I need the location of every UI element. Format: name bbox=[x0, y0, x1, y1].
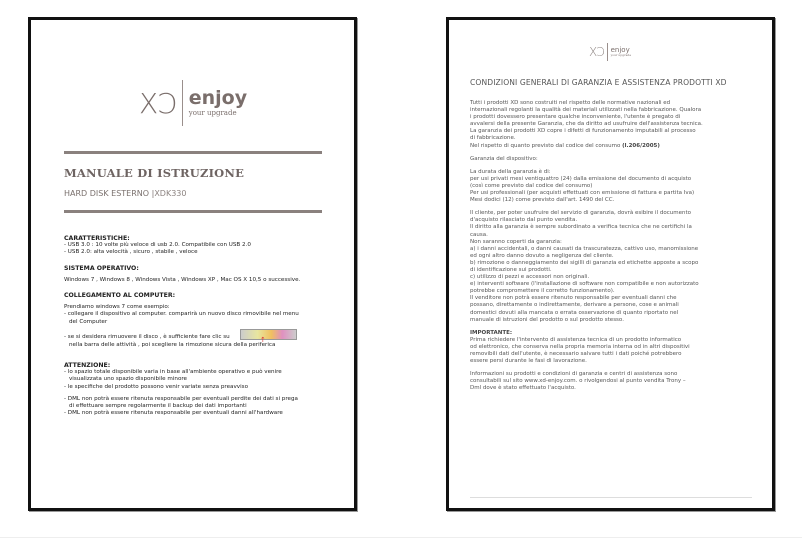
warning-line: - DML non potrà essere ritenuta responsabile per eventuali danni all'hardware bbox=[64, 410, 283, 417]
condition-line: potrebbe compromettere il corretto funzionamento). bbox=[470, 288, 615, 295]
garanzia-label: Garanzia del dispositivo: bbox=[470, 155, 538, 162]
condition-line: a) i danni accidentali, o danni causati da trascuratezza, cattivo uso, manomissione bbox=[470, 245, 699, 252]
logo-divider bbox=[607, 43, 608, 61]
connect-line: del Computer bbox=[69, 318, 108, 325]
manual-body bbox=[64, 235, 354, 417]
connect-line: - collegare il dispositivo al computer. comparirà un nuovo disco rimovibile nel menu bbox=[64, 311, 299, 318]
connect-line bbox=[64, 331, 354, 342]
connect-line: Prendiamo windows 7 come esempio: bbox=[64, 304, 170, 311]
intro-line: i prodotti dovessero presentare qualche inconveniente, l'utente è pregato di bbox=[470, 114, 681, 121]
codice-ref: (l.206/2005) bbox=[622, 142, 660, 149]
logo-brand: enjoy bbox=[610, 46, 630, 54]
logo-divider bbox=[182, 80, 183, 126]
connect-text: - se si desidera rimuovere il disco , è sufficiente fare clic su bbox=[64, 333, 230, 340]
feature-line: - USB 3.0 : 10 volte più veloce di usb 2.0. Compatibile con USB 2.0 bbox=[64, 242, 251, 249]
importante-heading bbox=[470, 330, 760, 337]
importante-line: Prima richiedere l'intervento di assistenza tecnica di un prodotto informatico bbox=[470, 336, 682, 343]
condition-line: Il cliente, per poter usufruire del servizio di garanzia, dovrà esibire il documento bbox=[470, 210, 691, 217]
title-rule-bottom bbox=[64, 210, 322, 213]
codice-line bbox=[470, 143, 760, 150]
section-heading: CARATTERISTICHE: bbox=[64, 235, 130, 242]
condition-line: ed ogni altro danno dovuto a negligenza del cliente. bbox=[470, 252, 614, 259]
condition-line: d'acquisto rilasciato dal punto vendita. bbox=[470, 217, 578, 224]
footer-rule bbox=[470, 497, 752, 498]
subtitle-separator: | bbox=[151, 189, 155, 198]
importante-line: removibili dati dell'utente, è necessario salvare tutti i dati poiché potrebbero bbox=[470, 351, 682, 357]
red-arrow-icon: ↑ bbox=[260, 335, 266, 344]
warning-line: di effettuare sempre regolarmente il backup dei dati importanti bbox=[69, 403, 247, 410]
logo-brand: enjoy bbox=[188, 87, 248, 109]
xd-logo bbox=[139, 80, 247, 126]
manual-subtitle bbox=[64, 189, 186, 198]
condition-line: possano, direttamente o indirettamente, derivare a persone, cose e animali bbox=[470, 302, 679, 309]
info-line: Informazioni su prodotti e condizioni di garanzia e centri di assistenza sono bbox=[470, 371, 678, 378]
logo-tagline: your upgrade bbox=[610, 53, 632, 57]
intro-line: internazionali regolanti la qualità dei materiali utilizzati nella fabbricazione. Qualora bbox=[470, 107, 702, 114]
manual-title: MANUALE DI ISTRUZIONE bbox=[64, 166, 245, 180]
info-line: Dml dove è stato effettuato l'acquisto. bbox=[470, 385, 576, 392]
section-heading: COLLEGAMENTO AL COMPUTER: bbox=[64, 292, 176, 300]
warranty-page bbox=[446, 17, 775, 511]
warning-line: - le specifiche del prodotto possono venir variate senza preavviso bbox=[64, 383, 248, 390]
section-heading: ATTENZIONE: bbox=[64, 362, 111, 370]
feature-line: - USB 2.0: alta velocità , sicuro , stabile , veloce bbox=[64, 249, 198, 256]
intro-line: avvalersi della presente Garanzia, che da diritto ad usufruire dell'assistenza tecnica. bbox=[470, 121, 703, 128]
xd-mark-icon: XↃ bbox=[589, 45, 604, 59]
codice-text: Nel rispetto di quanto previsto dal codice del consumo bbox=[470, 142, 623, 149]
condition-line: e) interventi software (l'installazione di software non compatibile e non autorizzato bbox=[470, 281, 699, 288]
durata-line: (così come previsto dal codice del consumo) bbox=[470, 182, 593, 189]
logo-tagline: your upgrade bbox=[188, 109, 237, 117]
condition-line: b) rimozione o danneggiamento dei sigilli di garanzia ed etichette apposte a scopo bbox=[470, 259, 699, 266]
manual-page bbox=[28, 17, 357, 511]
durata-line: Per usi professionali (per acquisti effettuati con emissione di fattura e partita Iva) bbox=[470, 190, 695, 197]
os-line: Windows 7 , Windows 8 , Windows Vista , Windows XP , Mac OS X 10,5 o successive. bbox=[64, 276, 301, 283]
condition-line: Il diritto alla garanzia è sempre subordinato a verifica tecnica che ne certifichi la bbox=[470, 224, 692, 231]
intro-line: La garanzia dei prodotti XD copre i difetti di funzionamento imputabili al processo bbox=[470, 128, 696, 135]
product-type: HARD DISK ESTERNO bbox=[64, 189, 150, 198]
section-heading: SISTEMA OPERATIVO: bbox=[64, 264, 139, 272]
warning-line: - lo spazio totale disponibile varia in base all'ambiente operativo e può venire bbox=[64, 369, 282, 376]
importante-heading-text: IMPORTANTE: bbox=[470, 329, 513, 336]
taskbar-image bbox=[240, 329, 297, 340]
product-model: XDK330 bbox=[154, 189, 187, 198]
condition-line: domestici dovuti alla mancata o errata osservazione di quanto riportato nel bbox=[470, 309, 679, 316]
condition-line: c) utilizzo di pezzi e accessori non originali. bbox=[470, 274, 590, 281]
intro-line: Tutti i prodotti XD sono costruiti nel rispetto delle normative nazionali ed bbox=[470, 100, 671, 106]
importante-line: essere persi durante le fasi di lavorazione. bbox=[470, 358, 587, 365]
connect-text: nella barra delle attività , poi scegliere la rimozione sicura della periferica bbox=[69, 341, 276, 348]
xd-mark-icon: XↃ bbox=[139, 86, 176, 120]
durata-line: Mesi dodici (12) come previsto dall'art. 1490 del CC. bbox=[470, 197, 615, 204]
condition-line: di identificazione sui prodotti. bbox=[470, 266, 552, 273]
warranty-body bbox=[470, 100, 760, 392]
condition-line: manuale di istruzioni del prodotto o sul prodotto stesso. bbox=[470, 316, 624, 323]
durata-line: per usi privati mesi ventiquattro (24) dalla emissione del documento di acquisto bbox=[470, 175, 692, 182]
bottom-divider bbox=[0, 537, 802, 538]
title-rule-top bbox=[64, 151, 322, 154]
warning-line: - DML non potrà essere ritenuta responsabile per eventuali perdite dei dati si prega bbox=[64, 395, 298, 402]
condition-line: Non saranno coperti da garanzia: bbox=[470, 238, 562, 245]
condition-line: causa. bbox=[470, 231, 488, 238]
condition-line: Il venditore non potrà essere ritenuto responsabile per eventuali danni che bbox=[470, 295, 677, 302]
importante-line: od elettronico, che conserva nella propria memoria interna od in altri dispositivi bbox=[470, 343, 690, 350]
durata-line: La durata della garanzia è di: bbox=[470, 168, 551, 175]
intro-line: di fabbricazione. bbox=[470, 135, 516, 142]
warning-line: visualizzata uno spazio disponibile minore bbox=[69, 376, 187, 383]
warranty-title: CONDIZIONI GENERALI DI GARANZIA E ASSISTENZA PRODOTTI XD bbox=[470, 78, 727, 87]
xd-logo bbox=[589, 43, 631, 61]
info-line: consultabili sul sito www.xd-enjoy.com. o rivolgendosi al punto vendita Trony – bbox=[470, 378, 686, 385]
